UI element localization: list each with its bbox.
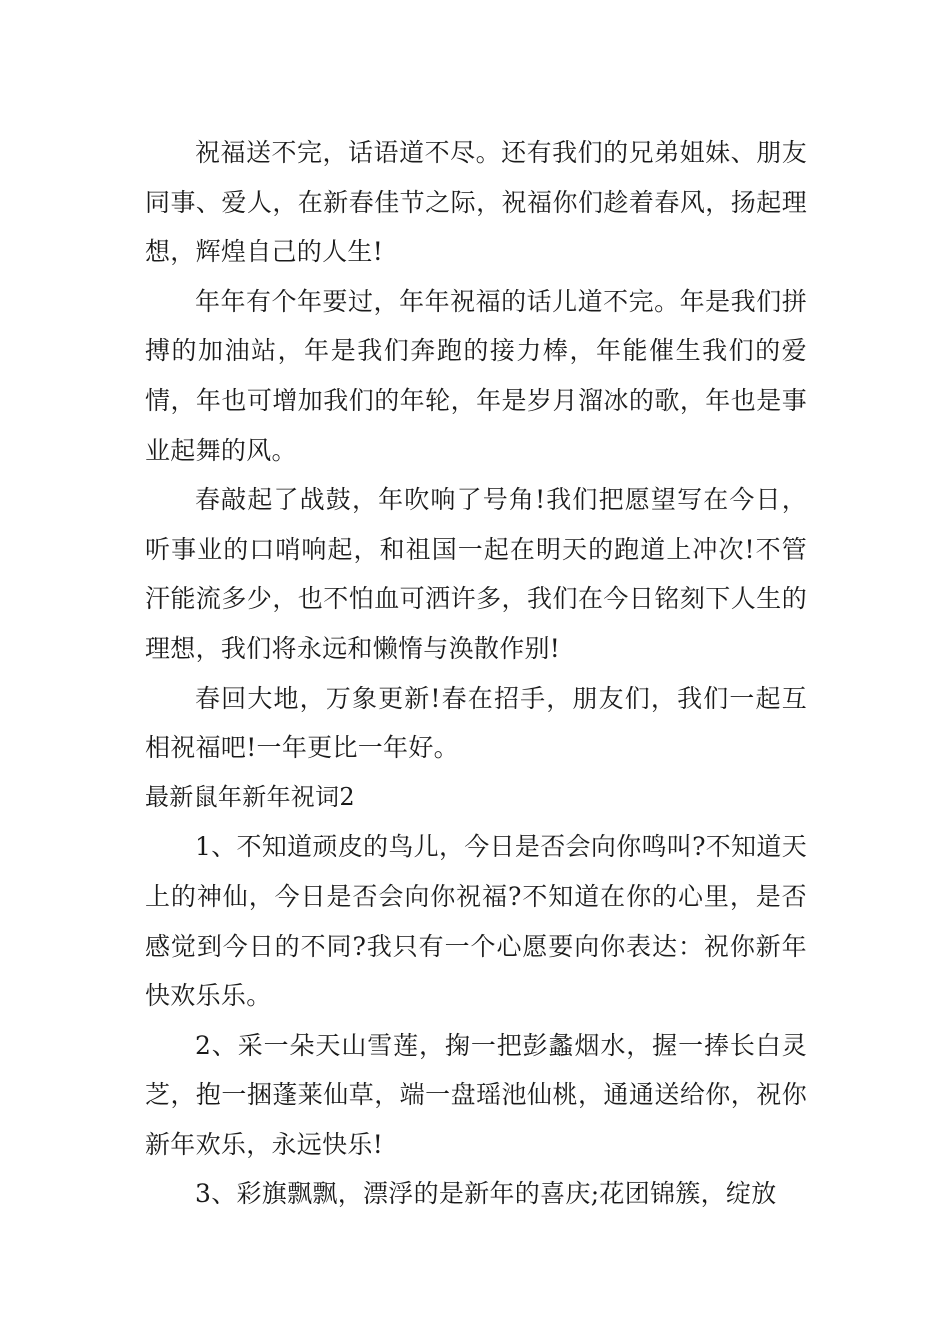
paragraph-spring-drums: 春敲起了战鼓，年吹响了号角!我们把愿望写在今日，听事业的口哨响起，和祖国一起在明天的跑道上冲次!不管汗能流多少，也不怕血可洒许多，我们在今日铭刻下人生的理想，我们将永远和懒惰与涣散作别!: [145, 485, 807, 663]
document-body: [145, 128, 807, 1219]
paragraph-item-2: 2、采一朵天山雪莲，掬一把彭蠡烟水，握一捧长白灵芝，抱一捆蓬莱仙草，端一盘瑶池仙桃，通通送给你，祝你新年欢乐，永远快乐!: [145, 1030, 807, 1159]
paragraph-item-1: 1、不知道顽皮的鸟儿，今日是否会向你鸣叫?不知道天上的神仙，今日是否会向你祝福?不知道在你的心里，是否感觉到今日的不同?我只有一个心愿要向你表达：祝你新年快欢乐乐。: [145, 832, 807, 1011]
section-heading: 最新鼠年新年祝词2: [145, 782, 355, 811]
paragraph-spring-return: 春回大地，万象更新!春在招手，朋友们，我们一起互相祝福吧!一年更比一年好。: [145, 683, 807, 763]
paragraph-blessing: 祝福送不完，话语道不尽。还有我们的兄弟姐妹、朋友同事、爱人，在新春佳节之际，祝福你们趁着春风，扬起理想，辉煌自己的人生!: [145, 138, 807, 267]
paragraph-new-year: 年年有个年要过，年年祝福的话儿道不完。年是我们拼搏的加油站，年是我们奔跑的接力棒，年能催生我们的爱情，年也可增加我们的年轮，年是岁月溜冰的歌，年也是事业起舞的风。: [145, 286, 807, 465]
paragraph-item-3: 3、彩旗飘飘，漂浮的是新年的喜庆;花团锦簇，绽放: [195, 1179, 777, 1209]
